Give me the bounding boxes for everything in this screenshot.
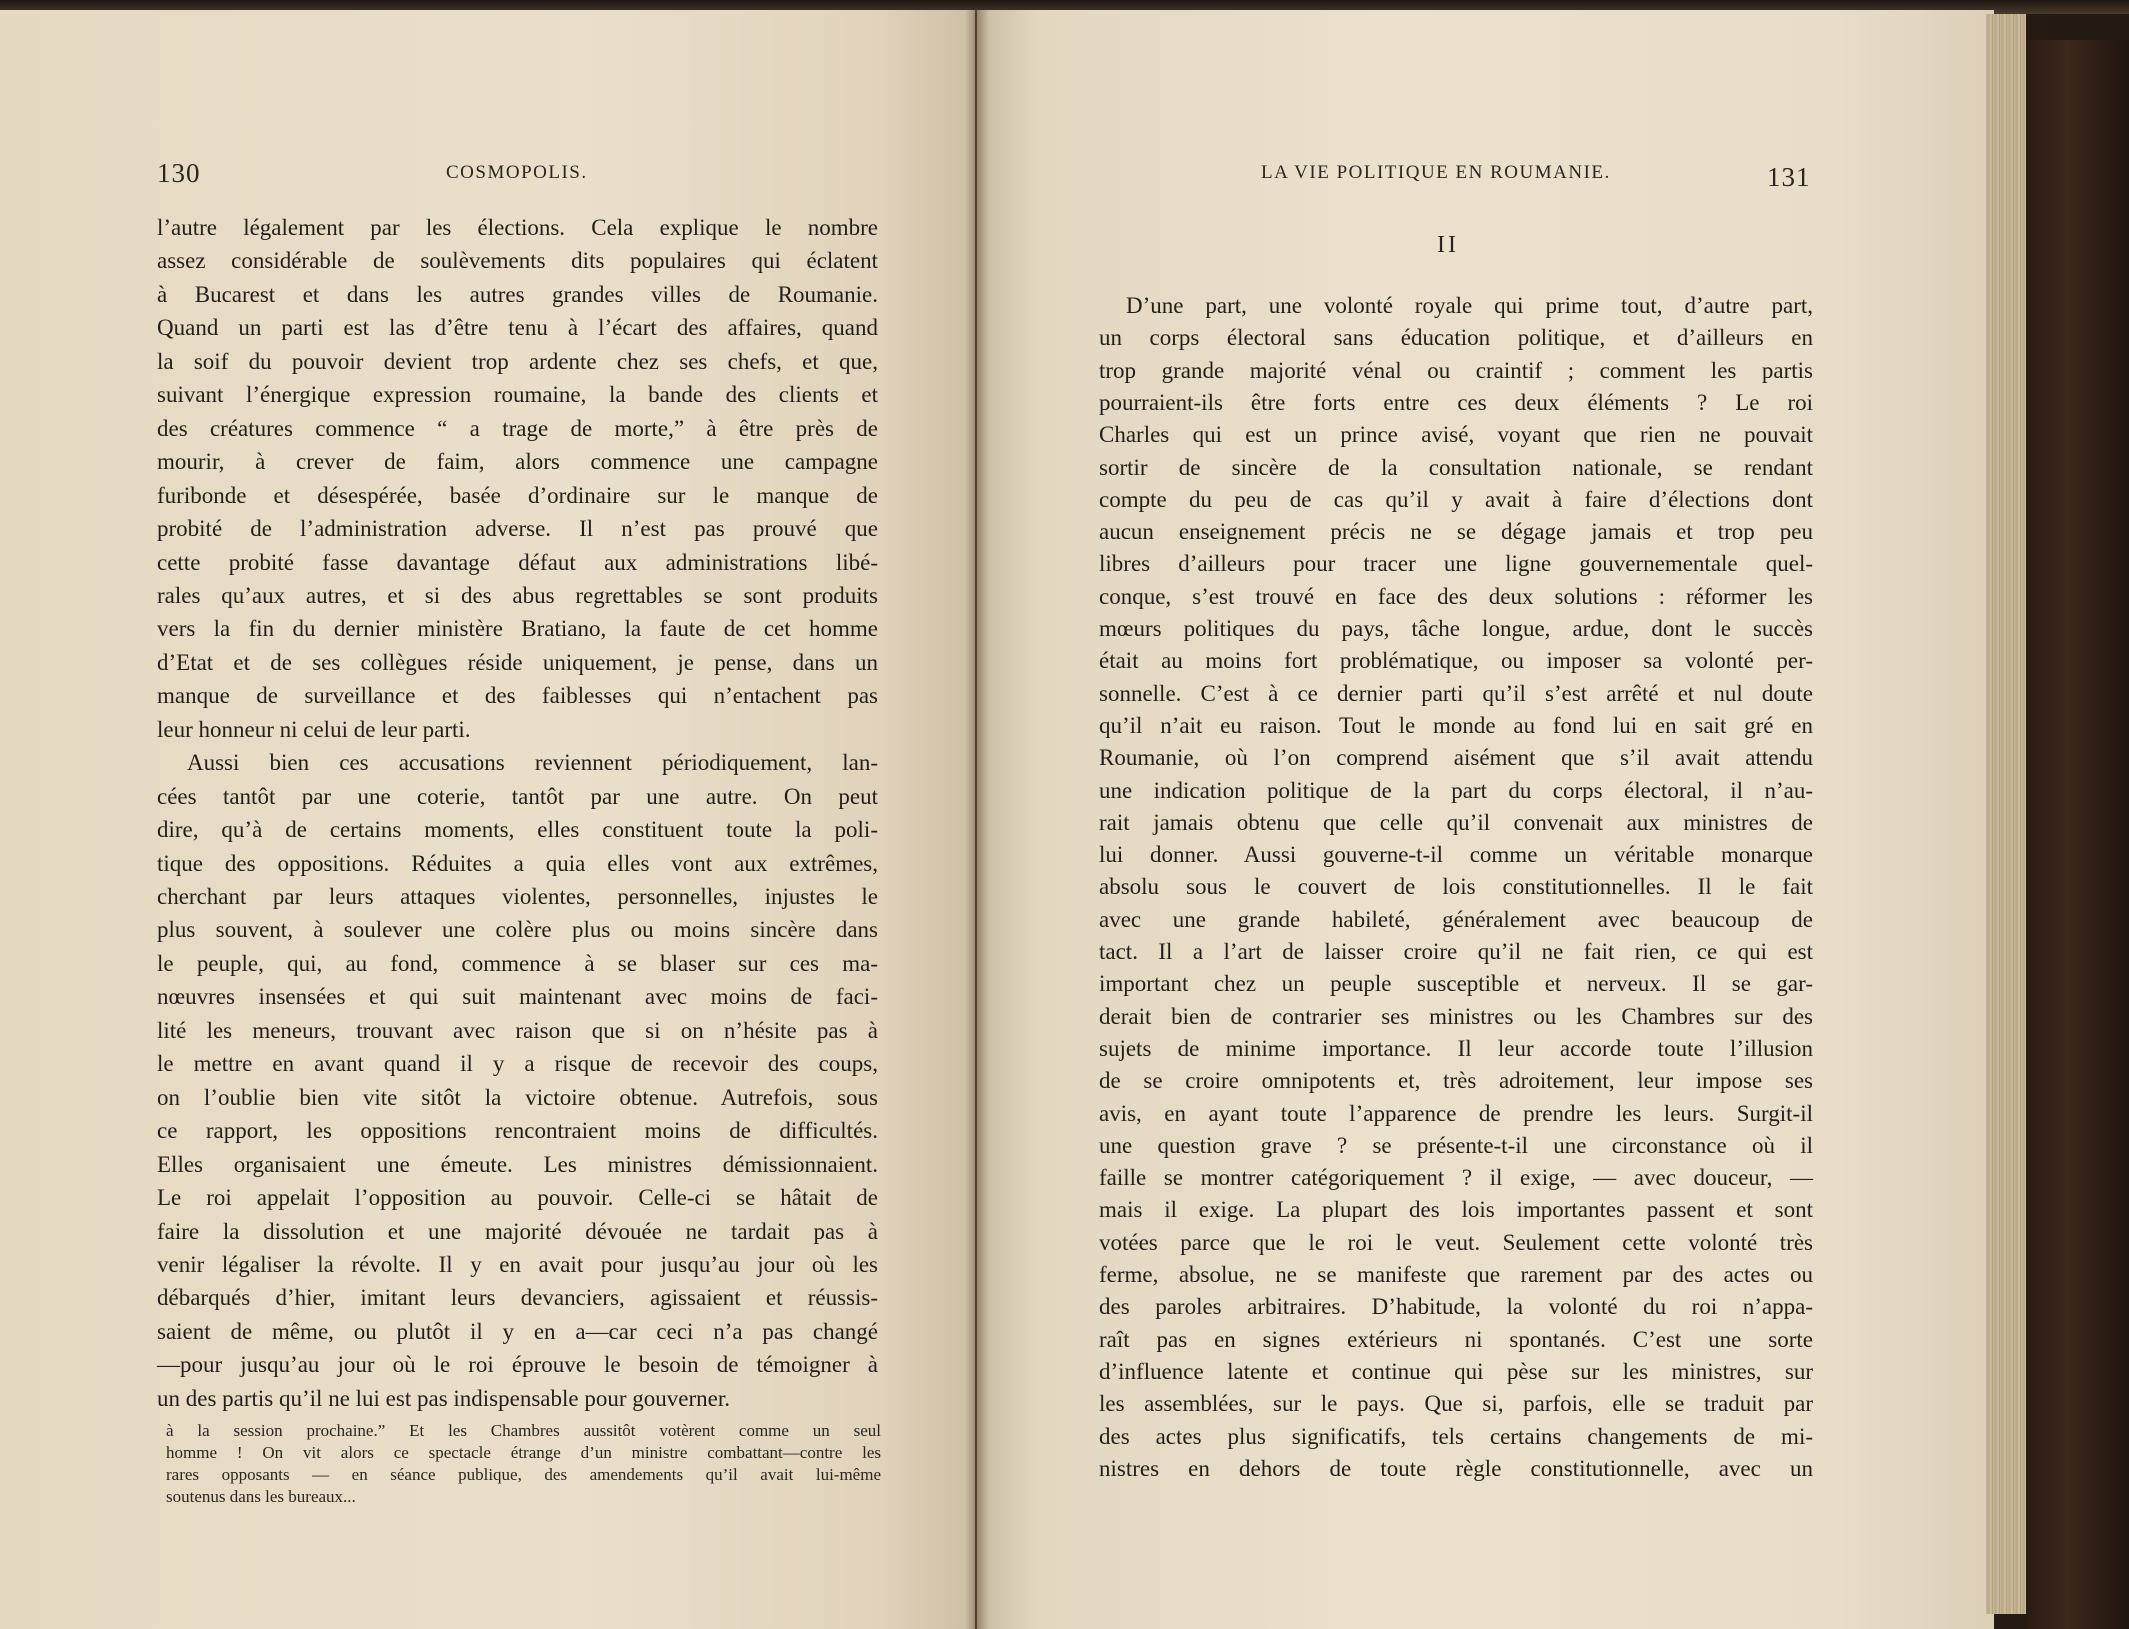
text-line: cées tantôt par une coterie, tantôt par une autre. On peut bbox=[157, 783, 878, 809]
text-line: rales qu’aux autres, et si des abus regrettables se sont produits bbox=[157, 582, 878, 608]
text-line: d’influence latente et continue qui pèse sur les ministres, sur bbox=[1099, 1358, 1813, 1384]
section-number: II bbox=[1437, 232, 1459, 258]
text-line: pourraient-ils être forts entre ces deux éléments ? Le roi bbox=[1099, 389, 1813, 415]
book-cover bbox=[2026, 40, 2129, 1629]
text-line: votées parce que le roi le veut. Seulement cette volonté très bbox=[1099, 1229, 1813, 1255]
text-line: une question grave ? se présente-t-il une circonstance où il bbox=[1099, 1132, 1813, 1158]
text-line: suivant l’énergique expression roumaine, la bande des clients et bbox=[157, 382, 878, 408]
text-line: mœurs politiques du pays, tâche longue, ardue, dont le succès bbox=[1099, 616, 1813, 641]
text-line: plus souvent, à soulever une colère plus ou moins sincère dans bbox=[157, 917, 878, 943]
text-line: cherchant par leurs attaques violentes, personnelles, injustes le bbox=[157, 884, 878, 909]
book-gutter bbox=[965, 10, 989, 1629]
text-line: des actes plus significatifs, tels certains changements de mi- bbox=[1099, 1423, 1813, 1449]
text-line: compte du peu de cas qu’il y avait à faire d’élections dont bbox=[1099, 486, 1813, 512]
text-line: un des partis qu’il ne lui est pas indispensable pour gouverner. bbox=[157, 1385, 730, 1411]
text-line: sujets de minime importance. Il leur accorde toute l’illusion bbox=[1099, 1035, 1813, 1061]
text-line: faille se montrer catégoriquement ? il exige, — avec douceur, — bbox=[1099, 1165, 1813, 1191]
text-line: lité les meneurs, trouvant avec raison que si on n’hésite pas à bbox=[157, 1017, 878, 1043]
text-line: des paroles arbitraires. D’habitude, la volonté du roi n’appa- bbox=[1099, 1294, 1813, 1320]
text-line: probité de l’administration adverse. Il n’est pas prouvé que bbox=[157, 516, 878, 542]
text-line: à Bucarest et dans les autres grandes villes de Roumanie. bbox=[157, 281, 878, 307]
text-line: Aussi bien ces accusations reviennent périodiquement, lan- bbox=[187, 750, 878, 776]
text-line: absolu sous le couvert de lois constitutionnelles. Il le fait bbox=[1099, 874, 1813, 900]
text-line: Roumanie, où l’on comprend aisément que s’il avait attendu bbox=[1099, 745, 1813, 771]
text-line: sortir de sincère de la consultation nationale, se rendant bbox=[1099, 454, 1813, 480]
text-line: venir légaliser la révolte. Il y en avait pour jusqu’au jour où les bbox=[157, 1251, 878, 1277]
text-line: furibonde et désespérée, basée d’ordinaire sur le manque de bbox=[157, 482, 878, 508]
text-line: ferme, absolue, ne se manifeste que rarement par des actes ou bbox=[1099, 1262, 1813, 1287]
text-line: —pour jusqu’au jour où le roi éprouve le besoin de témoigner à bbox=[157, 1352, 878, 1378]
text-line: mourir, à crever de faim, alors commence une campagne bbox=[157, 449, 878, 475]
text-line: leur honneur ni celui de leur parti. bbox=[157, 716, 471, 742]
text-line: le mettre en avant quand il y a risque de recevoir des coups, bbox=[157, 1051, 878, 1077]
text-line: de se croire omnipotents et, très adroitement, leur impose ses bbox=[1099, 1068, 1813, 1094]
text-line: saient de même, ou plutôt il y en a—car ceci n’a pas changé bbox=[157, 1318, 878, 1344]
text-line: d’Etat et de ses collègues réside uniquement, je pense, dans un bbox=[157, 649, 878, 675]
text-line: lui donner. Aussi gouverne-t-il comme un véritable monarque bbox=[1099, 842, 1813, 868]
text-line: les assemblées, sur le pays. Que si, parfois, elle se traduit par bbox=[1099, 1391, 1813, 1417]
footnote-line: homme ! On vit alors ce spectacle étrange d’un ministre combattant—contre les bbox=[166, 1443, 881, 1462]
text-line: important chez un peuple susceptible et nerveux. Il se gar- bbox=[1099, 971, 1813, 997]
page-edges bbox=[1986, 14, 2026, 1614]
text-line: tact. Il a l’art de laisser croire qu’il ne fait rien, ce qui est bbox=[1099, 939, 1813, 964]
running-head-left: COSMOPOLIS. bbox=[446, 162, 588, 183]
text-line: débarqués d’hier, imitant leurs devanciers, agissaient et réussis- bbox=[157, 1285, 878, 1311]
text-line: Le roi appelait l’opposition au pouvoir. Celle-ci se hâtait de bbox=[157, 1185, 878, 1211]
text-line: derait bien de contrarier ses ministres ou les Chambres sur des bbox=[1099, 1003, 1813, 1029]
text-line: aucun enseignement précis ne se dégage jamais et trop peu bbox=[1099, 519, 1813, 545]
text-line: on l’oublie bien vite sitôt la victoire obtenue. Autrefois, sous bbox=[157, 1084, 878, 1110]
text-line: sonnelle. C’est à ce dernier parti qu’il s’est arrêté et nul doute bbox=[1099, 680, 1813, 706]
text-line: vers la fin du dernier ministère Bratiano, la faute de cet homme bbox=[157, 616, 878, 642]
text-line: tique des oppositions. Réduites a quia elles vont aux extrêmes, bbox=[157, 850, 878, 876]
footnote-line: à la session prochaine.” Et les Chambres aussitôt votèrent comme un seul bbox=[166, 1421, 881, 1440]
text-line: raît pas en signes extérieurs ni spontanés. C’est une sorte bbox=[1099, 1326, 1813, 1352]
footnote-line: rares opposants — en séance publique, des amendements qu’il avait lui-même bbox=[166, 1465, 881, 1484]
text-line: Elles organisaient une émeute. Les ministres démissionnaient. bbox=[157, 1151, 878, 1177]
text-line: le peuple, qui, au fond, commence à se blaser sur ces ma- bbox=[157, 950, 878, 976]
text-line: Charles qui est un prince avisé, voyant que rien ne pouvait bbox=[1099, 422, 1813, 448]
text-line: mais il exige. La plupart des lois importantes passent et sont bbox=[1099, 1197, 1813, 1223]
text-line: conque, s’est trouvé en face des deux solutions : réformer les bbox=[1099, 583, 1813, 609]
text-line: manque de surveillance et des faiblesses qui n’entachent pas bbox=[157, 683, 878, 709]
text-line: Quand un parti est las d’être tenu à l’écart des affaires, quand bbox=[157, 315, 878, 341]
footnote-line: soutenus dans les bureaux... bbox=[166, 1487, 356, 1506]
text-line: la soif du pouvoir devient trop ardente chez ses chefs, et que, bbox=[157, 348, 878, 374]
text-line: ce rapport, les oppositions rencontraient moins de difficultés. bbox=[157, 1118, 878, 1144]
text-line: nœuvres insensées et qui suit maintenant avec moins de faci- bbox=[157, 984, 878, 1010]
text-line: D’une part, une volonté royale qui prime tout, d’autre part, bbox=[1126, 293, 1813, 318]
text-line: qu’il n’ait eu raison. Tout le monde au fond lui en sait gré en bbox=[1099, 712, 1813, 738]
text-line: trop grande majorité vénal ou craintif ; comment les partis bbox=[1099, 357, 1813, 383]
text-line: libres d’ailleurs pour tracer une ligne gouvernementale quel- bbox=[1099, 551, 1813, 577]
page-number-left: 130 bbox=[157, 158, 201, 188]
running-head-right: LA VIE POLITIQUE EN ROUMANIE. bbox=[1261, 162, 1611, 183]
text-line: avec une grande habileté, généralement avec beaucoup de bbox=[1099, 906, 1813, 932]
text-line: rait jamais obtenu que celle qu’il convenait aux ministres de bbox=[1099, 809, 1813, 835]
page-number-right: 131 bbox=[1767, 162, 1811, 192]
text-line: des créatures commence “ a trage de morte,” à être près de bbox=[157, 415, 878, 441]
text-line: nistres en dehors de toute règle constitutionnelle, avec un bbox=[1099, 1455, 1813, 1481]
text-line: était au moins fort problématique, ou imposer sa volonté per- bbox=[1099, 648, 1813, 674]
text-line: cette probité fasse davantage défaut aux administrations libé- bbox=[157, 549, 878, 575]
text-line: l’autre légalement par les élections. Cela explique le nombre bbox=[157, 215, 878, 240]
text-line: faire la dissolution et une majorité dévouée ne tardait pas à bbox=[157, 1218, 878, 1244]
text-line: avis, en ayant toute l’apparence de prendre les leurs. Surgit-il bbox=[1099, 1100, 1813, 1126]
text-line: dire, qu’à de certains moments, elles constituent toute la poli- bbox=[157, 817, 878, 843]
text-line: une indication politique de la part du corps électoral, il n’au- bbox=[1099, 777, 1813, 803]
text-line: un corps électoral sans éducation politique, et d’ailleurs en bbox=[1099, 325, 1813, 351]
text-line: assez considérable de soulèvements dits populaires qui éclatent bbox=[157, 248, 878, 274]
